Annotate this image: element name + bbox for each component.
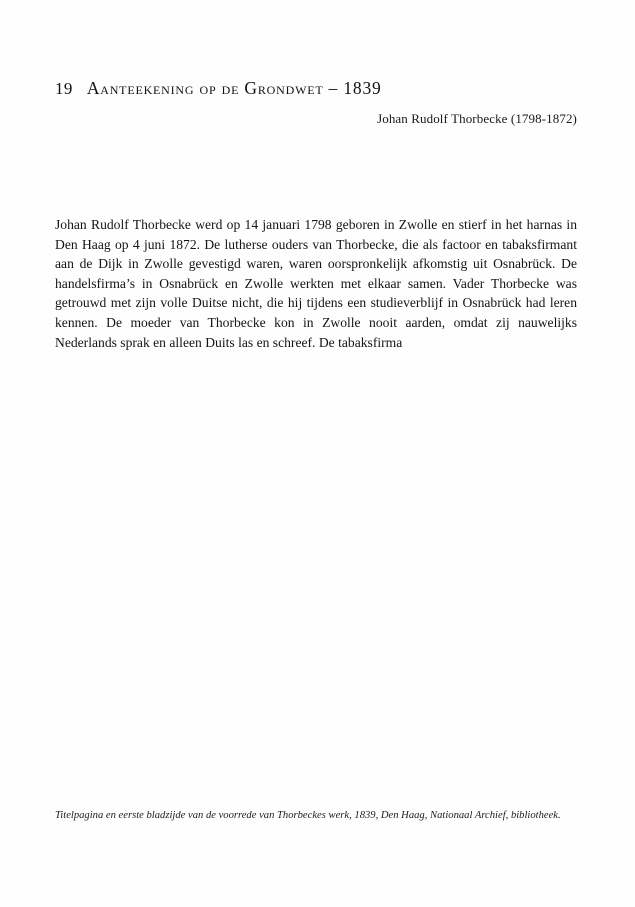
chapter-heading <box>55 78 577 99</box>
body-text <box>55 215 577 352</box>
chapter-subtitle: Johan Rudolf Thorbecke (1798-1872) <box>377 111 577 126</box>
page-content <box>55 78 577 352</box>
chapter-number: 19 <box>55 79 73 98</box>
body-paragraph: Johan Rudolf Thorbecke werd op 14 januari 1798 geboren in Zwolle en stierf in het harnas in Den Haag op 4 juni 1872. De lutherse ouders van Thorbecke, die als factoor en tabaksfirmant aan de Dijk in Zwolle gevestigd waren, waren oorspronkelijk afkomstig uit Osnabrück. De handelsfirma’s in Osnabrück en Zwolle werkten met elkaar samen. Vader Thorbecke was getrouwd met zijn volle Duitse nicht, die hij tijdens een studieverblijf in Osnabrück had leren kennen. De moeder van Thorbecke kon in Zwolle nooit aarden, omdat zij nauwelijks Nederlands sprak en alleen Duits las en schreef. De tabaksfirma <box>55 217 577 350</box>
figure-caption <box>55 808 569 823</box>
figure-caption-text: Titelpagina en eerste bladzijde van de voorrede van Thorbeckes werk, 1839, Den Haag, Nationaal Archief, bibliotheek. <box>55 810 561 821</box>
page-title: Aanteekening op de Grondwet – 1839 <box>86 78 382 98</box>
